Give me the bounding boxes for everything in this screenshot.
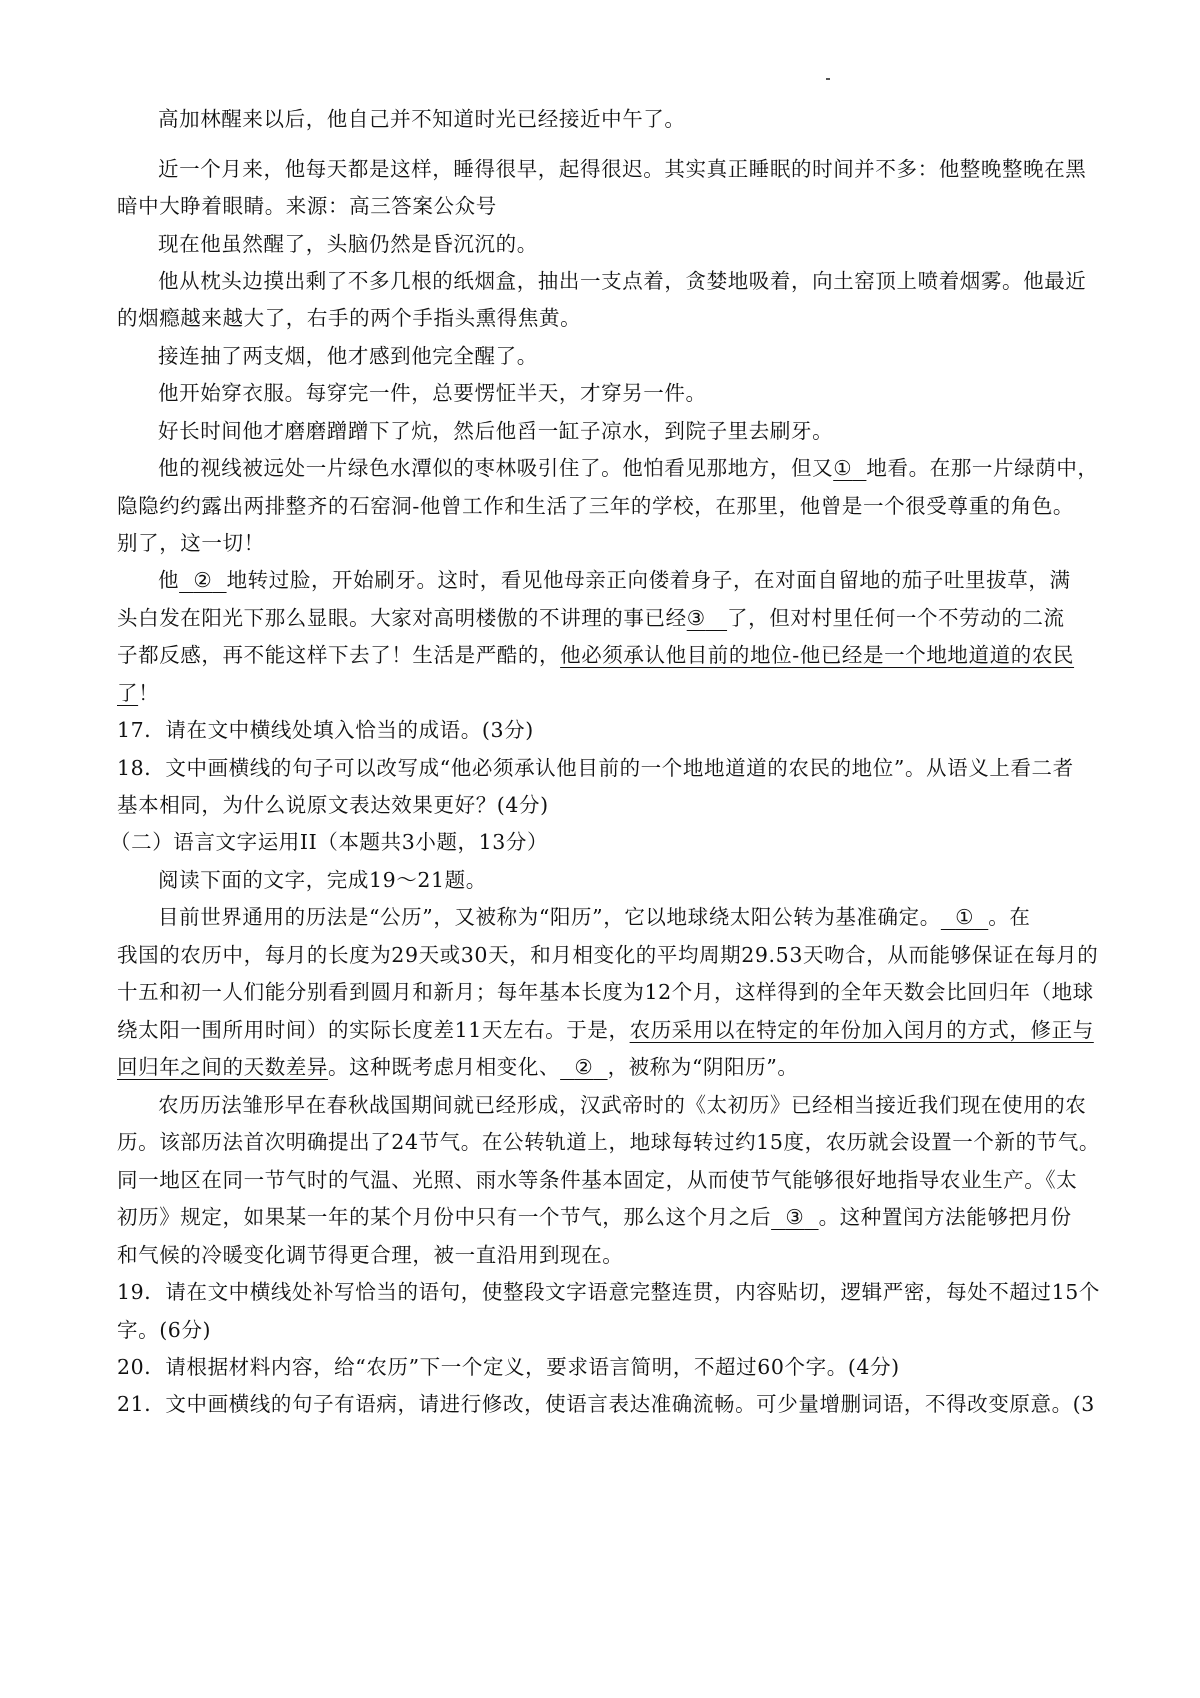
scan-mark xyxy=(826,78,830,80)
text-segment: 地转过脸，开始刷牙。这时，看见他母亲正向偻着身子，在对面自留地的茄子吐里拔草，满 xyxy=(226,568,1071,592)
section-2-heading: （二）语言文字运用II（本题共3小题，13分） xyxy=(110,830,549,854)
passage1-paragraph-2-line-2: 暗中大睁着眼睛。来源：高三答案公众号 xyxy=(117,194,497,218)
passage1-paragraph-4-line-2: 的烟瘾越来越大了，右手的两个手指头熏得焦黄。 xyxy=(117,306,582,330)
text-segment: 。这种既考虑月相变化、 xyxy=(328,1055,561,1079)
passage2-paragraph-1-line-4 xyxy=(117,1020,1097,1041)
fill-in-blank-2 xyxy=(179,570,226,591)
passage1-paragraph-9-line-2 xyxy=(117,608,1097,629)
underlined-sentence-end: 回归年之间的天数差异 xyxy=(117,1055,328,1079)
fill-in-blank-1 xyxy=(833,458,866,479)
text-segment: 子都反感，再不能这样下去了！生活是严酷的， xyxy=(117,643,561,667)
passage1-paragraph-1: 高加林醒来以后，他自己并不知道时光已经接近中午了。 xyxy=(158,107,686,131)
question-18-line-2: 基本相同，为什么说原文表达效果更好？(4分) xyxy=(117,793,549,817)
question-19-line-2: 字。(6分) xyxy=(117,1318,212,1342)
question-18-line-1: 18．文中画横线的句子可以改写成“他必须承认他目前的一个地地道道的农民的地位”。从语义上看二者 xyxy=(117,756,1074,780)
text-segment: 初历》规定，如果某一年的某个月份中只有一个节气，那么这个月之后 xyxy=(117,1205,772,1229)
fill-in-blank-2 xyxy=(560,1057,607,1078)
underlined-sentence-end: 了 xyxy=(117,681,139,705)
passage1-paragraph-8-line-2: 隐隐约约露出两排整齐的石窑洞-他曾工作和生活了三年的学校，在那里，他曾是一个很受尊重的角色。 xyxy=(117,494,1075,518)
blank-marker: ① xyxy=(833,456,853,480)
blank-marker: ③ xyxy=(785,1205,805,1229)
question-21: 21．文中画横线的句子有语病，请进行修改，使语言表达准确流畅。可少量增删词语，不得改变原意。(3 xyxy=(117,1392,1095,1416)
passage1-paragraph-9-line-3 xyxy=(117,645,1097,666)
passage2-paragraph-1-line-2: 我国的农历中，每月的长度为29天或30天，和月相变化的平均周期29.53天吻合，从而能够保证在每月的 xyxy=(117,943,1099,967)
passage1-paragraph-9-line-1 xyxy=(158,570,1098,591)
text-segment: ，被称为“阴阳历”。 xyxy=(607,1055,799,1079)
text-segment: 了，但对村里任何一个不劳动的二流 xyxy=(727,606,1065,630)
question-17: 17．请在文中横线处填入恰当的成语。(3分) xyxy=(117,718,534,742)
passage1-paragraph-7: 好长时间他才磨磨蹭蹭下了炕，然后他舀一缸子凉水，到院子里去刷牙。 xyxy=(158,419,834,443)
passage2-paragraph-1-line-5 xyxy=(117,1057,1097,1078)
blank-marker: ③ xyxy=(686,606,706,630)
text-segment: 他的视线被远处一片绿色水潭似的枣林吸引住了。他怕看见那地方，但又 xyxy=(158,456,834,480)
underlined-sentence: 他必须承认他目前的地位-他已经是一个地地道道的农民 xyxy=(560,643,1075,667)
blank-marker: ② xyxy=(574,1055,594,1079)
section-2-intro: 阅读下面的文字，完成19～21题。 xyxy=(158,868,487,892)
text-segment: 他 xyxy=(158,568,180,592)
question-20: 20．请根据材料内容，给“农历”下一个定义，要求语言简明，不超过60个字。(4分) xyxy=(117,1355,900,1379)
text-segment: 头白发在阳光下那么显眼。大家对高明楼傲的不讲理的事已经 xyxy=(117,606,687,630)
passage1-paragraph-9-line-4 xyxy=(117,683,1097,704)
passage1-paragraph-8-line-3: 别了，这一切！ xyxy=(117,531,265,555)
fill-in-blank-1 xyxy=(941,907,988,928)
passage2-paragraph-1-line-3: 十五和初一人们能分别看到圆月和新月；每年基本长度为12个月，这样得到的全年天数会比回归年（地球 xyxy=(117,980,1094,1004)
passage1-paragraph-4-line-1: 他从枕头边摸出剩了不多几根的纸烟盒，抽出一支点着，贪婪地吸着，向土窑顶上喷着烟雾。他最近 xyxy=(158,269,1087,293)
passage2-paragraph-2-line-1: 农历历法雏形早在春秋战国期间就已经形成，汉武帝时的《太初历》已经相当接近我们现在使用的农 xyxy=(158,1093,1087,1117)
question-19-line-1: 19．请在文中横线处补写恰当的语句，使整段文字语意完整连贯，内容贴切，逻辑严密，每处不超过15个 xyxy=(117,1280,1100,1304)
underlined-sentence: 农历采用以在特定的年份加入闰月的方式，修正与 xyxy=(629,1018,1094,1042)
blank-marker: ① xyxy=(955,905,975,929)
passage2-paragraph-2-line-5: 和气候的冷暖变化调节得更合理，被一直沿用到现在。 xyxy=(117,1243,624,1267)
passage2-paragraph-2-line-2: 历。该部历法首次明确提出了24节气。在公转轨道上，地球每转过约15度，农历就会设置一个新的节气。 xyxy=(117,1130,1100,1154)
fill-in-blank-3 xyxy=(771,1207,818,1228)
text-segment: 目前世界通用的历法是“公历”，又被称为“阳历”，它以地球绕太阳公转为基准确定。 xyxy=(158,905,941,929)
text-segment: 。在 xyxy=(988,905,1031,929)
passage2-paragraph-2-line-4 xyxy=(117,1207,1097,1228)
text-segment: 地看。在那一片绿荫中， xyxy=(866,456,1099,480)
passage1-paragraph-3: 现在他虽然醒了，头脑仍然是昏沉沉的。 xyxy=(158,232,538,256)
blank-marker: ② xyxy=(193,568,213,592)
passage1-paragraph-8-line-1 xyxy=(158,458,1098,479)
text-segment: ！ xyxy=(138,681,160,705)
passage2-paragraph-2-line-3: 同一地区在同一节气时的气温、光照、雨水等条件基本固定，从而使节气能够很好地指导农业生产。《太 xyxy=(117,1168,1078,1192)
text-segment: 。这种置闰方法能够把月份 xyxy=(818,1205,1072,1229)
passage1-paragraph-2-line-1: 近一个月来，他每天都是这样，睡得很早，起得很迟。其实真正睡眠的时间并不多：他整晚整晚在黑 xyxy=(158,157,1087,181)
passage1-paragraph-5: 接连抽了两支烟，他才感到他完全醒了。 xyxy=(158,344,538,368)
fill-in-blank-3 xyxy=(687,608,727,629)
text-segment: 绕太阳一围所用时间）的实际长度差11天左右。于是， xyxy=(117,1018,630,1042)
passage1-paragraph-6: 他开始穿衣服。每穿完一件，总要愣怔半天，才穿另一件。 xyxy=(158,381,707,405)
passage2-paragraph-1-line-1 xyxy=(158,907,1098,928)
